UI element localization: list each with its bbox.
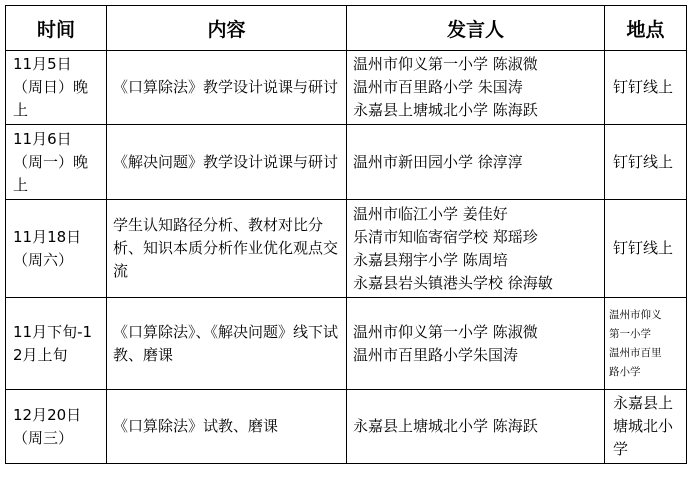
time-cell: [6, 390, 107, 464]
schedule-table: [5, 5, 687, 464]
time-text: 11月6日（周一）晚上: [13, 129, 89, 194]
speaker-line: 温州市百里路小学 朱国涛: [353, 78, 523, 96]
content-text: 《口算除法》教学设计说课与研讨: [113, 78, 339, 96]
speaker-line: 永嘉县上塘城北小学 陈海跃: [353, 417, 538, 435]
speaker-cell: [347, 390, 605, 464]
time-cell: [6, 125, 107, 200]
place-cell: [605, 51, 687, 125]
speaker-line: 温州市临江小学 姜佳好: [353, 204, 508, 223]
speaker-cell: [347, 298, 605, 390]
time-text: 11月18日（周六）: [13, 227, 82, 269]
place-cell: [605, 200, 687, 298]
content-cell: [107, 51, 347, 125]
table-row: [6, 125, 687, 200]
place-text: 永嘉县上塘城北小学: [613, 394, 674, 458]
place-text: 钉钉线上: [613, 78, 674, 96]
content-text: 《解决问题》教学设计说课与研讨: [113, 152, 339, 171]
place-cell: [605, 390, 687, 464]
time-text: 11月下旬-12月上旬: [13, 322, 93, 364]
table-row: [6, 390, 687, 464]
place-cell: [605, 298, 687, 390]
header-content: 内容: [107, 6, 347, 51]
place-line: 第一小学: [609, 327, 651, 340]
place-cell: [605, 125, 687, 200]
content-text: 《口算除法》试教、磨课: [113, 417, 279, 435]
schedule-table-wrapper: [5, 5, 687, 464]
speaker-line: 乐清市知临寄宿学校 郑瑶珍: [353, 227, 538, 246]
content-text: 《口算除法》、《解决问题》线下试教、磨课: [113, 322, 339, 364]
speaker-line: 永嘉县岩头镇港头学校 徐海敏: [353, 273, 553, 292]
content-cell: [107, 298, 347, 390]
header-time: 时间: [6, 6, 107, 51]
place-text: 钉钉线上: [613, 239, 674, 257]
header-speaker: 发言人: [347, 6, 605, 51]
speaker-cell: [347, 125, 605, 200]
header-place: 地点: [605, 6, 687, 51]
place-line: 温州市仰义: [609, 308, 662, 321]
content-text: 学生认知路径分析、教材对比分析、知识本质分析作业优化观点交流: [113, 216, 339, 280]
speaker-cell: [347, 200, 605, 298]
table-row: [6, 298, 687, 390]
speaker-line: 永嘉县上塘城北小学 陈海跃: [353, 101, 538, 119]
table-row: [6, 200, 687, 298]
speaker-cell: [347, 51, 605, 125]
speaker-line: 温州市新田园小学 徐淳淳: [353, 152, 523, 171]
table-row: [6, 51, 687, 125]
speaker-line: 温州市百里路小学朱国涛: [353, 345, 519, 364]
time-text: 12月20日（周三）: [13, 405, 82, 447]
time-text: 11月5日（周日）晚上: [13, 55, 89, 119]
speaker-line: 温州市仰义第一小学 陈淑微: [353, 322, 538, 341]
place-text: 钉钉线上: [613, 152, 674, 171]
content-cell: [107, 125, 347, 200]
place-line: 温州市百里: [609, 346, 662, 359]
speaker-line: 永嘉县翔宇小学 陈周培: [353, 250, 508, 269]
time-cell: [6, 51, 107, 125]
time-cell: [6, 200, 107, 298]
content-cell: [107, 200, 347, 298]
place-line: 路小学: [609, 365, 641, 378]
speaker-line: 温州市仰义第一小学 陈淑微: [353, 55, 538, 73]
time-cell: [6, 298, 107, 390]
content-cell: [107, 390, 347, 464]
header-row: [6, 6, 687, 51]
